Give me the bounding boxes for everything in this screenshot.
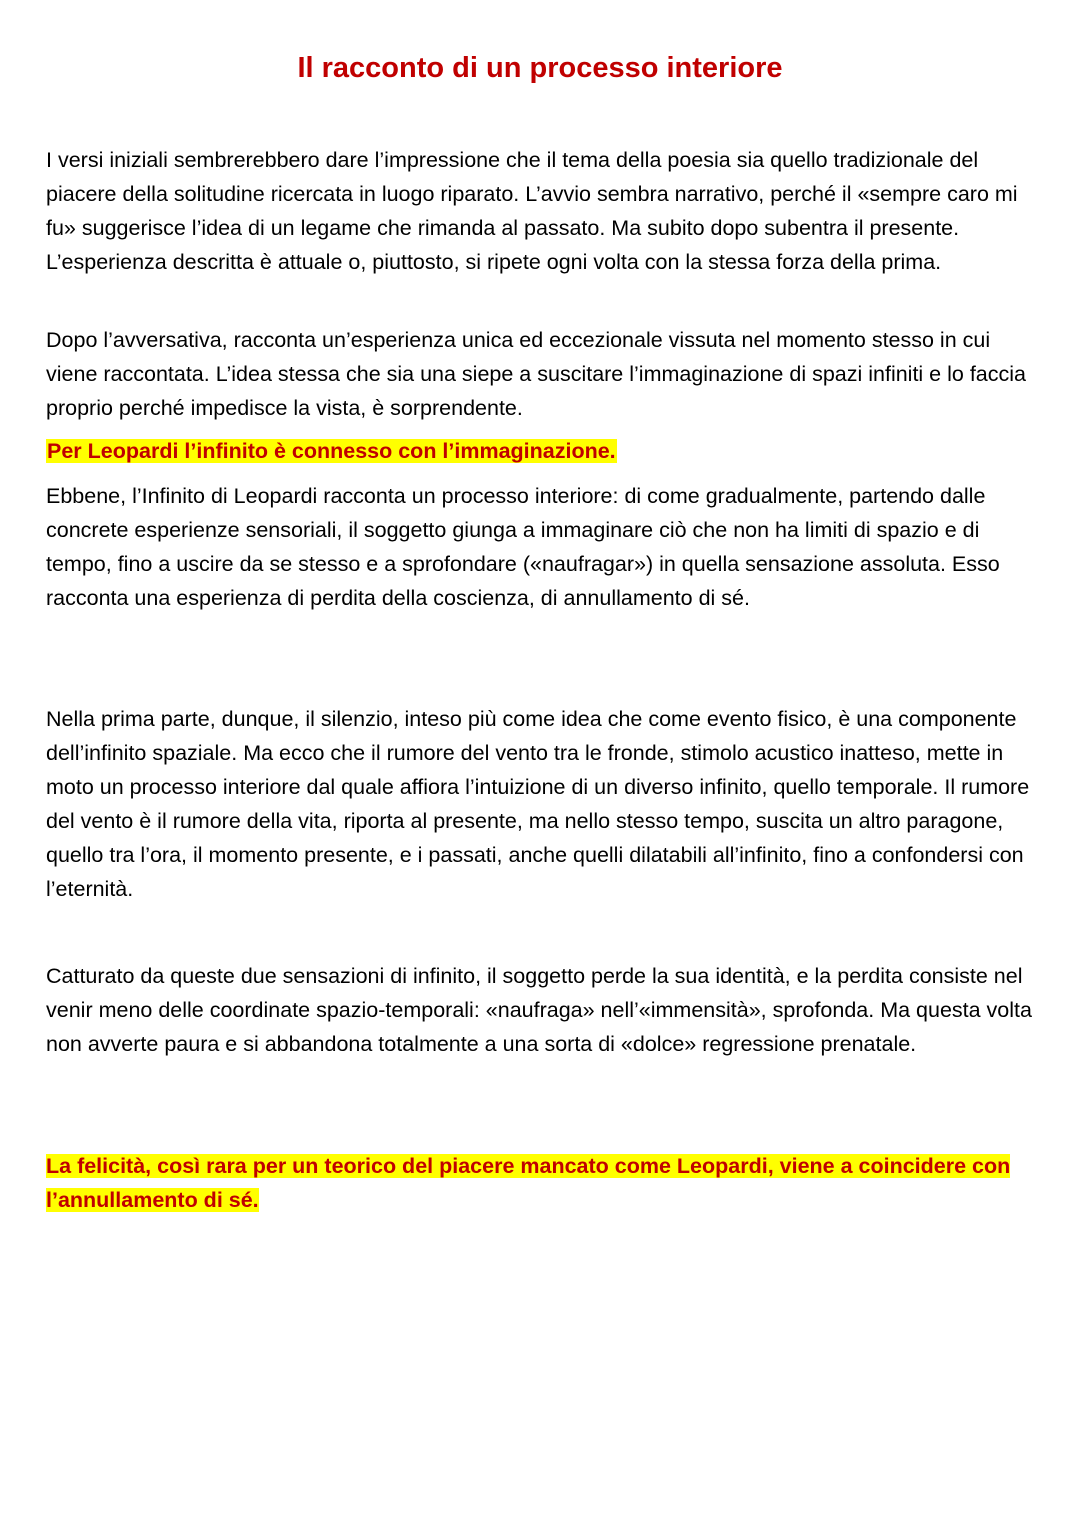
- highlight-felicita: [46, 1149, 1036, 1217]
- highlighted-text: La felicità, così rara per un teorico del piacere mancato come Leopardi, viene a coincidere con l’annullamento di sé.: [46, 1154, 1011, 1212]
- paragraph-intro: I versi iniziali sembrerebbero dare l’impressione che il tema della poesia sia quello tradizionale del piacere della solitudine ricercata in luogo riparato. L’avvio sembra narrativo, perché il «sempre caro mi fu» suggerisce l’idea di un legame che rimanda al passato. Ma subito dopo subentra il presente. L’esperienza descritta è attuale o, piuttosto, si ripete ogni volta con la stessa forza della prima.: [46, 148, 1018, 274]
- paragraph-avversativa: Dopo l’avversativa, racconta un’esperienza unica ed eccezionale vissuta nel momento stesso in cui viene raccontata. L’idea stessa che sia una siepe a suscitare l’immaginazione di spazi infiniti e lo faccia proprio perché impedisce la vista, è sorprendente.: [46, 328, 1026, 420]
- paragraph-catturato: Catturato da queste due sensazioni di infinito, il soggetto perde la sua identità, e la perdita consiste nel venir meno delle coordinate spazio-temporali: «naufraga» nell’«immensità», sprofonda. Ma questa volta non avverte paura e si abbandona totalmente a una sorta di «dolce» regressione prenatale.: [46, 964, 1032, 1056]
- paragraph-processo-interiore: Ebbene, l’Infinito di Leopardi racconta un processo interiore: di come gradualmente, partendo dalle concrete esperienze sensoriali, il soggetto giunga a immaginare ciò che non ha limiti di spazio e di tempo, fino a uscire da se stesso e a sprofondare («naufragar») in quella sensazione assoluta. Esso racconta una esperienza di perdita della coscienza, di annullamento di sé.: [46, 484, 1000, 610]
- page-title: Il racconto di un processo interiore: [297, 52, 783, 84]
- highlight-leopardi-infinito: [46, 434, 1036, 468]
- highlighted-text: Per Leopardi l’infinito è connesso con l’immaginazione.: [47, 439, 616, 463]
- paragraph-prima-parte: Nella prima parte, dunque, il silenzio, inteso più come idea che come evento fisico, è una componente dell’infinito spaziale. Ma ecco che il rumore del vento tra le fronde, stimolo acustico inatteso, mette in moto un processo interiore dal quale affiora l’intuizione di un diverso infinito, quello temporale. Il rumore del vento è il rumore della vita, riporta al presente, ma nello stesso tempo, suscita un altro paragone, quello tra l’ora, il momento presente, e i passati, anche quelli dilatabili all’infinito, fino a confondersi con l’eternità.: [46, 707, 1030, 901]
